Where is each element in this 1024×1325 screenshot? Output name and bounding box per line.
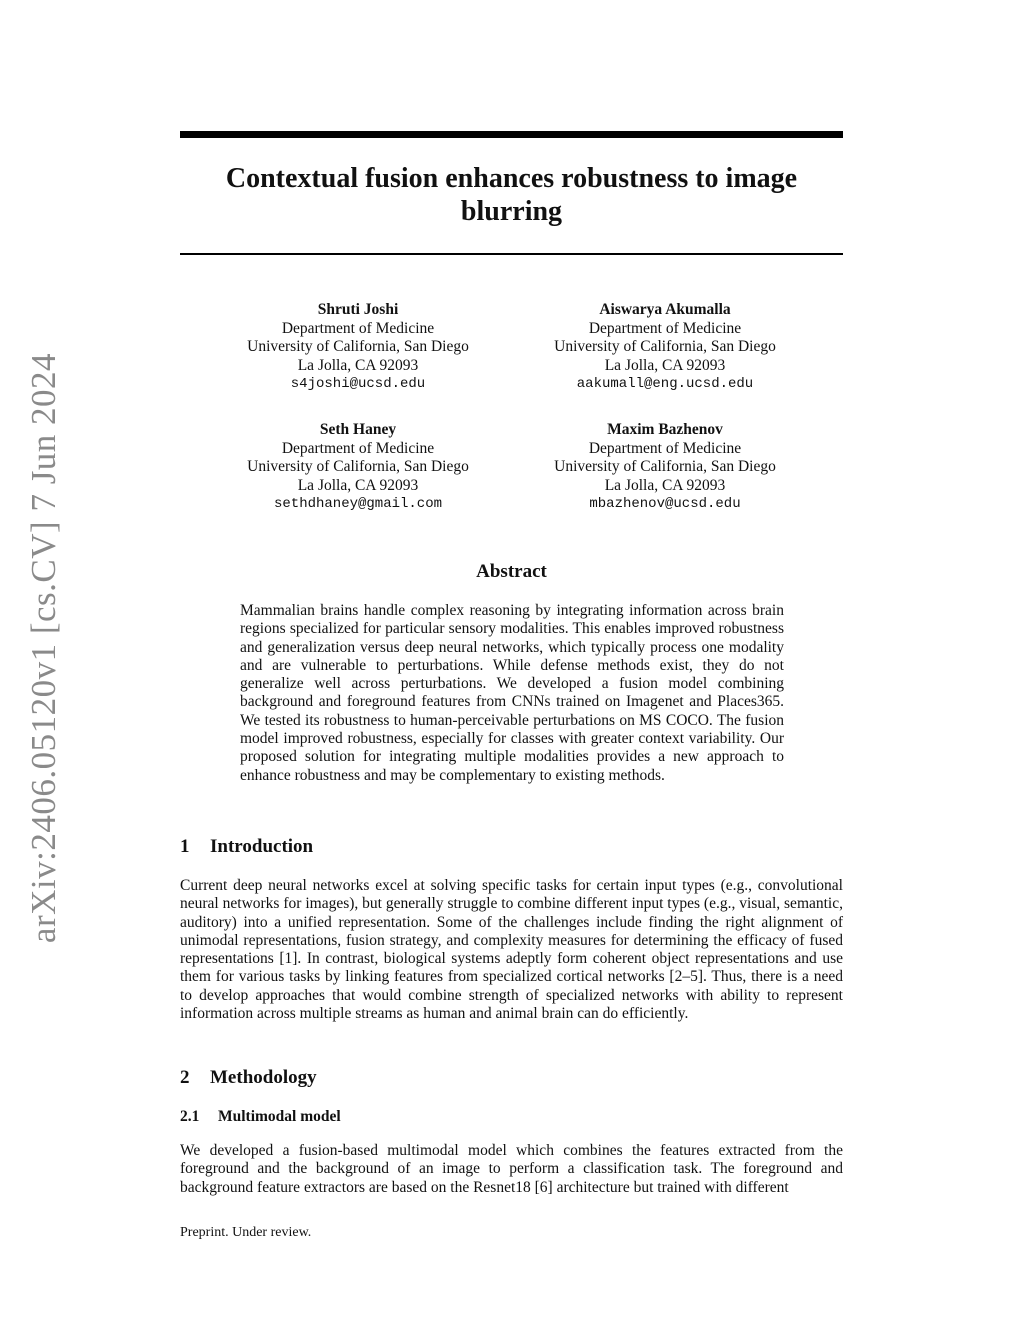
author-location: La Jolla, CA 92093	[297, 356, 419, 374]
author-department: Department of Medicine	[281, 439, 435, 457]
section-heading-methodology	[180, 1067, 317, 1089]
title-top-rule	[180, 131, 843, 138]
author-institution: University of California, San Diego	[247, 338, 469, 355]
author-name: Aiswarya Akumalla	[599, 301, 731, 318]
paper-title: Contextual fusion enhances robustness to image blurring	[225, 163, 798, 227]
author-department: Department of Medicine	[588, 439, 742, 457]
multimodal-model-paragraph: We developed a fusion-based multimodal model which combines the features extracted from the foreground and the background of an image to perform a classification task. The foreground and background feature extractors are based on the Resnet18 [6] architecture but trained with different	[180, 1142, 843, 1196]
author-name: Maxim Bazhenov	[607, 421, 723, 438]
section-number: 1	[180, 836, 190, 857]
arxiv-identifier: arXiv:2406.05120v1 [cs.CV] 7 Jun 2024	[24, 352, 63, 944]
author-location: La Jolla, CA 92093	[297, 476, 419, 494]
abstract-text: Mammalian brains handle complex reasoning by integrating information across brain regions specialized for particular sensory modalities. This enables improved robustness and generalization versus deep neural networks, which typically process one modality and are vulnerable to perturbations. While defense methods exist, they do not generalize well across perturbations. We developed a fusion model combining background and foreground features from CNNs trained on Imagenet and Places365. We tested its robustness to human-perceivable perturbations on MS COCO. The fusion model improved robustness, especially for classes with greater context variability. Our proposed solution for integrating multiple modalities provides a new approach to enhance robustness and may be complementary to existing methods.	[240, 602, 784, 784]
author-institution: University of California, San Diego	[247, 458, 469, 475]
author-location: La Jolla, CA 92093	[604, 476, 726, 494]
author-name: Shruti Joshi	[317, 301, 399, 318]
title-bottom-rule	[180, 253, 843, 255]
section-title: Introduction	[210, 836, 314, 857]
section-heading-introduction	[180, 836, 313, 858]
subsection-title: Multimodal model	[218, 1108, 341, 1125]
section-title: Methodology	[210, 1067, 317, 1088]
author-block	[208, 421, 508, 514]
section-number: 2	[180, 1067, 190, 1088]
subsection-number: 2.1	[180, 1108, 200, 1125]
author-name: Seth Haney	[319, 421, 397, 438]
author-location: La Jolla, CA 92093	[604, 356, 726, 374]
author-block	[515, 301, 815, 394]
author-institution: University of California, San Diego	[554, 458, 776, 475]
author-email[interactable]: aakumall@eng.ucsd.edu	[576, 376, 754, 392]
author-department: Department of Medicine	[281, 319, 435, 337]
author-email[interactable]: sethdhaney@gmail.com	[273, 496, 443, 512]
subsection-heading-multimodal-model	[180, 1108, 341, 1126]
author-institution: University of California, San Diego	[554, 338, 776, 355]
author-email[interactable]: s4joshi@ucsd.edu	[290, 376, 426, 392]
author-block	[515, 421, 815, 514]
author-email[interactable]: mbazhenov@ucsd.edu	[589, 496, 741, 512]
author-block	[208, 301, 508, 394]
footer-note: Preprint. Under review.	[180, 1225, 312, 1240]
introduction-paragraph: Current deep neural networks excel at solving specific tasks for certain input types (e.g., convolutional neural networks for images), but generally struggle to combine different input types (e.g., visual, semantic, auditory) into a unified representation. Some of the challenges include finding the right alignment of unimodal representations, fusion strategy, and complexity measures for determining the efficacy of fused representations [1]. In contrast, biological systems adeptly form coherent object representations and use them for various tasks by linking features from specialized cortical networks [2–5]. Thus, there is a need to develop approaches that would combine strength of specialized networks with ability to represent information across multiple streams as human and animal brain can do efficiently.	[180, 877, 843, 1023]
abstract-heading: Abstract	[476, 561, 547, 582]
author-department: Department of Medicine	[588, 319, 742, 337]
